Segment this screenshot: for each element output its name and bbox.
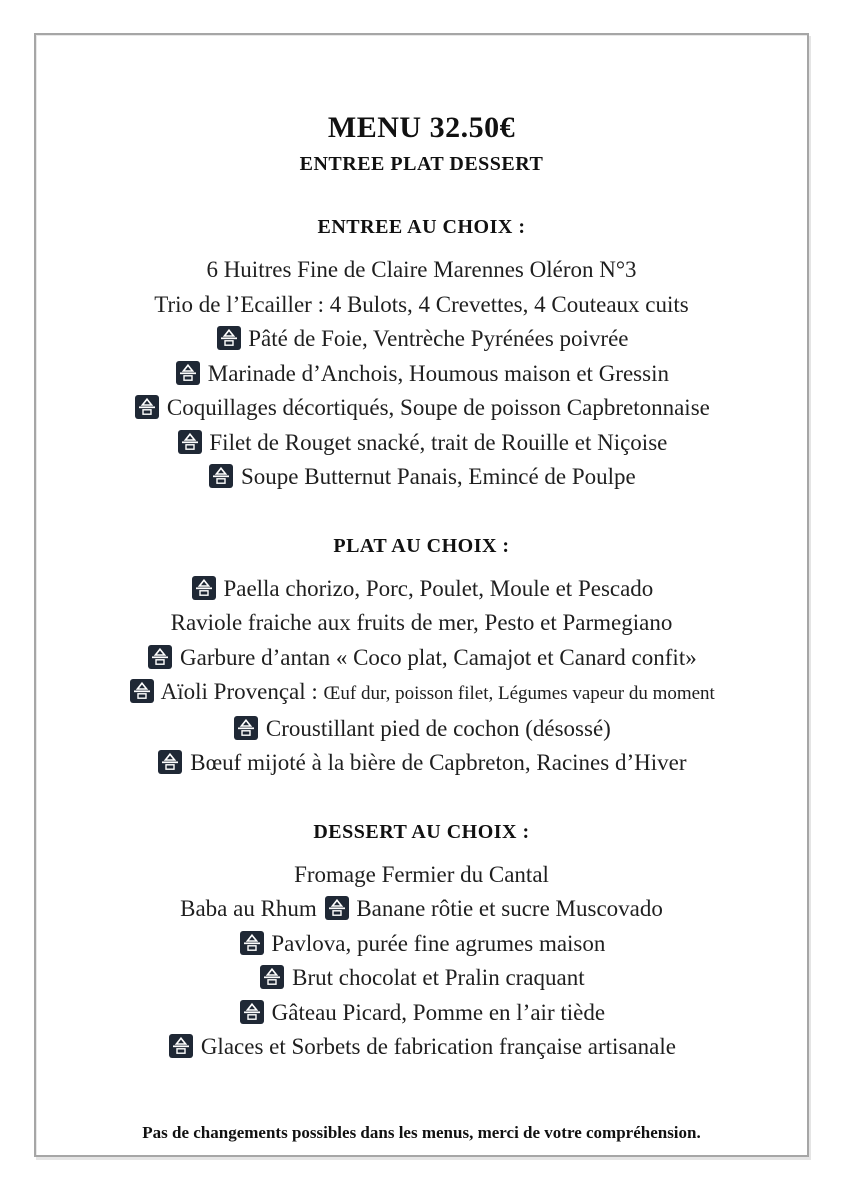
covered-dish-icon xyxy=(176,361,200,385)
menu-item-text-small: Œuf dur, poisson filet, Légumes vapeur du moment xyxy=(323,683,715,704)
menu-item-text: Paella chorizo, Porc, Poulet, Moule et Pescado xyxy=(223,575,654,601)
menu-item xyxy=(36,712,807,747)
menu-item-text: 6 Huitres Fine de Claire Marennes Oléron N°3 xyxy=(206,257,637,282)
section-items xyxy=(36,253,807,495)
menu-item xyxy=(36,322,807,357)
menu-item xyxy=(36,426,807,461)
menu-item xyxy=(36,572,807,607)
section-heading: DESSERT AU CHOIX : xyxy=(313,820,530,843)
covered-dish-icon xyxy=(158,750,182,774)
menu-item-text: Trio de l’Ecailler : 4 Bulots, 4 Crevettes, 4 Couteaux cuits xyxy=(154,291,689,317)
covered-dish-icon xyxy=(260,965,284,989)
menu-item xyxy=(36,996,807,1031)
section-items xyxy=(36,858,807,1065)
menu-item-text: Baba au Rhum xyxy=(180,896,323,921)
menu-item xyxy=(36,357,807,392)
menu-item xyxy=(36,858,807,893)
menu-item-text: Aïoli Provençal : xyxy=(160,679,324,704)
menu-item xyxy=(36,961,807,996)
menu-item xyxy=(36,1030,807,1065)
menu-item xyxy=(36,460,807,495)
menu-item xyxy=(36,746,807,781)
covered-dish-icon xyxy=(130,679,154,703)
menu-header xyxy=(36,35,807,176)
covered-dish-icon xyxy=(169,1034,193,1058)
menu-title: MENU 32.50€ xyxy=(327,111,516,144)
menu-item-text: Filet de Rouget snacké, trait de Rouille et Niçoise xyxy=(209,429,668,455)
covered-dish-icon xyxy=(240,931,264,955)
menu-item xyxy=(36,675,807,712)
menu-page xyxy=(34,33,809,1157)
menu-item-text: Pâté de Foie, Ventrèche Pyrénées poivrée xyxy=(248,326,629,351)
section-heading: PLAT AU CHOIX : xyxy=(333,534,510,557)
covered-dish-icon xyxy=(178,430,202,454)
menu-item-text: Gâteau Picard, Pomme en l’air tiède xyxy=(271,999,606,1025)
menu-item-text: Croustillant pied de cochon (désossé) xyxy=(265,715,611,741)
menu-item-text: Coquillages décortiqués, Soupe de poisson Capbretonnaise xyxy=(166,395,710,420)
covered-dish-icon xyxy=(135,395,159,419)
menu-item xyxy=(36,892,807,927)
menu-item-text: Soupe Butternut Panais, Emincé de Poulpe xyxy=(240,464,636,489)
menu-item-text: Garbure d’antan « Coco plat, Camajot et Canard confit» xyxy=(180,644,697,670)
covered-dish-icon xyxy=(148,645,172,669)
covered-dish-icon xyxy=(209,464,233,488)
menu-item-text: Pavlova, purée fine agrumes maison xyxy=(271,930,606,956)
covered-dish-icon xyxy=(217,326,241,350)
menu-item-text: Fromage Fermier du Cantal xyxy=(294,861,549,887)
menu-item-text: Raviole fraiche aux fruits de mer, Pesto et Parmegiano xyxy=(170,610,673,635)
menu-item-text: Marinade d’Anchois, Houmous maison et Gressin xyxy=(207,360,669,386)
menu-section xyxy=(36,535,807,781)
covered-dish-icon xyxy=(240,1000,264,1024)
menu-item-text: Brut chocolat et Pralin craquant xyxy=(292,965,585,990)
menu-item xyxy=(36,641,807,676)
menu-subtitle: ENTREE PLAT DESSERT xyxy=(299,153,544,175)
section-items xyxy=(36,572,807,781)
menu-item-text: Glaces et Sorbets de fabrication française artisanale xyxy=(200,1034,676,1059)
menu-item xyxy=(36,606,807,641)
footer-note: Pas de changements possibles dans les menus, merci de votre compréhension. xyxy=(142,1123,701,1142)
menu-item-text: Bœuf mijoté à la bière de Capbreton, Racines d’Hiver xyxy=(190,750,687,775)
section-heading: ENTREE AU CHOIX : xyxy=(317,216,526,238)
menu-item xyxy=(36,391,807,426)
menu-item xyxy=(36,927,807,962)
menu-section xyxy=(36,821,807,1065)
covered-dish-icon xyxy=(192,576,216,600)
menu-item-text: Banane rôtie et sucre Muscovado xyxy=(356,896,663,921)
menu-item xyxy=(36,288,807,323)
menu-item xyxy=(36,253,807,288)
covered-dish-icon xyxy=(234,716,258,740)
covered-dish-icon xyxy=(325,896,349,920)
menu-section xyxy=(36,216,807,495)
menu-sections xyxy=(36,216,807,1065)
